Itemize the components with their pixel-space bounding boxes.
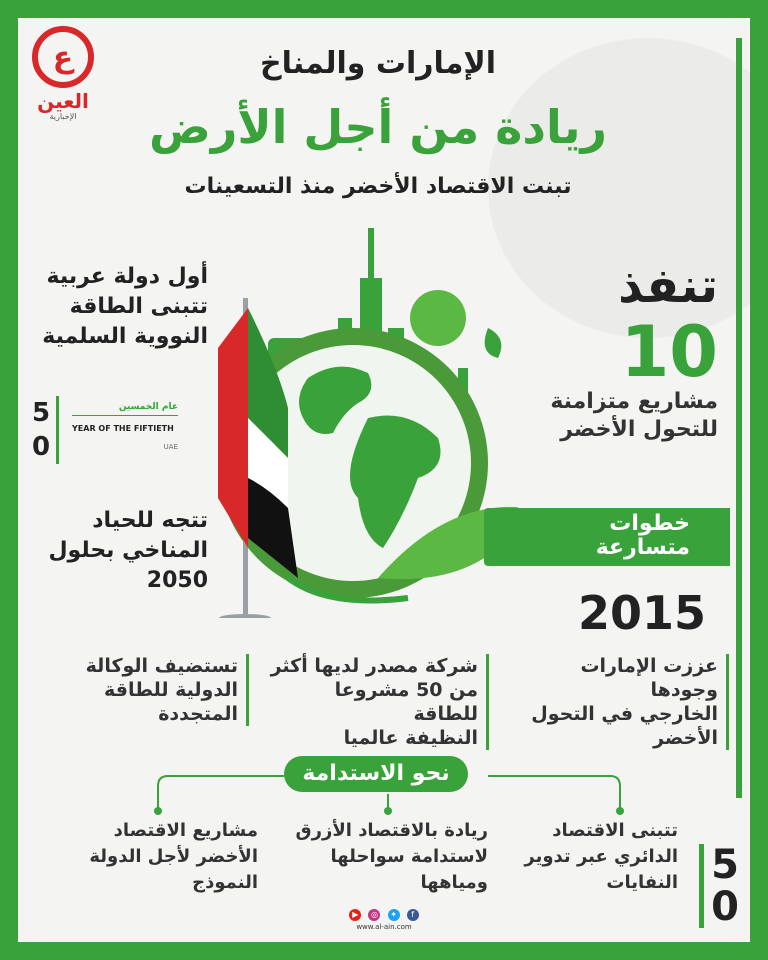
sustain-line: ريادة بالاقتصاد الأزرق [295,820,488,841]
item-line: عززت الإمارات وجودها [580,655,718,701]
neutral-line-3: 2050 [146,568,208,593]
brand-name: العين [37,89,89,113]
item-line: شركة مصدر لديها أكثر [270,655,478,677]
globe-illustration [188,218,518,618]
projects-desc-2: للتحول الأخضر [560,417,718,442]
website-url[interactable]: www.al-ain.com [356,923,412,931]
steps-line-2: متسارعة [595,535,690,560]
sustain-line: الأخضر لأجل الدولة [89,846,258,867]
badge-ar: عام الخمسين [72,402,178,416]
fifty-mark: 5 0 [699,844,740,928]
projects-desc-1: مشاريع متزامنة [550,389,718,414]
item-line: المتجددة [158,703,238,725]
sustain-line: ومياهها [420,872,488,893]
logo-icon: ع [32,26,94,88]
badge-uae: UAE [163,443,178,451]
projects-desc [498,388,718,444]
item-line: الأخضر [653,727,718,749]
neutral-line-1: تتجه للحياد [92,508,208,533]
item-line: تستضيف الوكالة [85,655,238,677]
sustainability-label: نحو الاستدامة [284,756,468,792]
globe-icon [188,218,518,618]
item-line: الخارجي في التحول [531,703,718,725]
youtube-icon[interactable]: ▶ [349,909,361,921]
projects-verb: تنفذ [618,258,718,314]
badge-lines [72,402,178,451]
facebook-icon[interactable]: f [407,909,419,921]
brand-sub: الإخبارية [49,112,77,121]
nuclear-text [38,262,208,352]
projects-count: 10 [620,311,718,393]
item-line: النظيفة عالميا [343,727,478,749]
sustain-line: النموذج [192,872,258,893]
sustain-line: تتبنى الاقتصاد [552,820,678,841]
year-of-fiftieth-badge [32,396,182,468]
instagram-icon[interactable]: ◎ [368,909,380,921]
page-title: الإمارات والمناخ [259,46,497,81]
year-2015: 2015 [578,586,707,640]
projects-block [498,256,718,444]
item-2015-irena [58,654,249,726]
badge-number: 5 0 [32,396,59,464]
steps-banner [484,508,730,566]
steps-line-1: خطوات [609,511,690,536]
item-line: الدولية للطاقة [104,679,238,701]
sustain-item-blue [288,818,488,896]
nuclear-line-1: أول دولة عربية [46,264,208,289]
social-links [334,902,434,931]
sustain-line: لاستدامة سواحلها [330,846,488,867]
brand-logo[interactable] [28,26,98,136]
nuclear-line-2: تتبنى الطاقة [69,294,208,319]
infographic [18,18,750,942]
neutral-line-2: المناخي بحلول [48,538,208,563]
sustain-line: مشاريع الاقتصاد [113,820,258,841]
item-2015-masdar [268,654,489,750]
sustain-line: الدائري عبر تدوير [524,846,678,867]
item-line: من 50 مشروعا للطاقة [334,679,478,725]
accent-bar [736,38,742,798]
neutral-text [38,506,208,596]
subheadline: تبنت الاقتصاد الأخضر منذ التسعينات [184,174,572,199]
sustain-item-circular [518,818,678,896]
nuclear-line-3: النووية السلمية [42,324,208,349]
sustain-item-green [78,818,258,896]
item-2015-uae [518,654,729,750]
main-headline: ريادة من أجل الأرض [148,100,608,154]
twitter-icon[interactable]: ✦ [388,909,400,921]
sustain-line: النفايات [606,872,678,893]
badge-en: YEAR OF THE FIFTIETH [72,424,174,433]
